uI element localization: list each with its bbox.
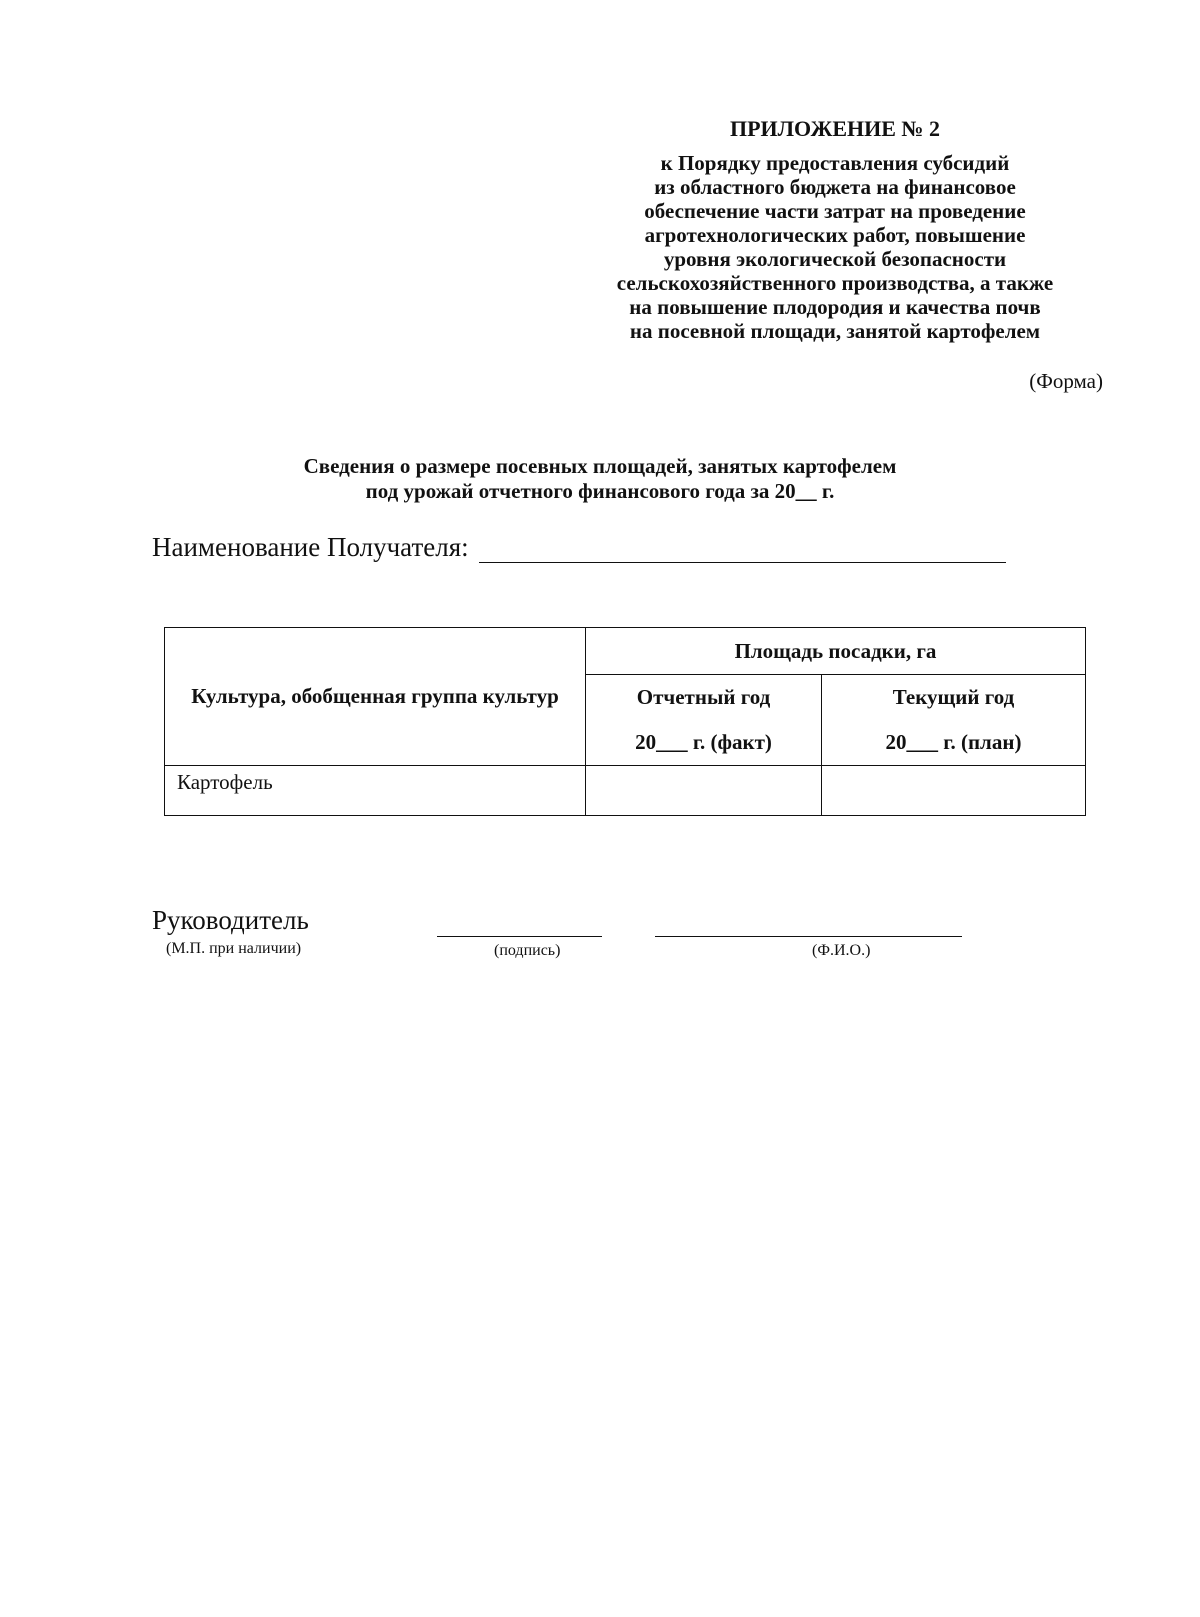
signature-note: (подпись) bbox=[494, 942, 561, 959]
full-name-line[interactable] bbox=[655, 935, 962, 937]
reporting-area-cell[interactable] bbox=[586, 766, 822, 816]
appendix-line: сельскохозяйственного производства, а также bbox=[616, 271, 1054, 295]
document-heading bbox=[220, 454, 980, 504]
current-year-header bbox=[822, 675, 1086, 766]
stamp-note: (М.П. при наличии) bbox=[166, 940, 302, 957]
appendix-line: уровня экологической безопасности bbox=[663, 247, 1007, 271]
full-name-note: (Ф.И.О.) bbox=[812, 942, 871, 959]
appendix-line: на повышение плодородия и качества почв bbox=[629, 295, 1041, 319]
table-row bbox=[165, 766, 1086, 816]
appendix-line: из областного бюджета на финансовое bbox=[654, 175, 1016, 199]
appendix-line: агротехнологических работ, повышение bbox=[644, 223, 1026, 247]
signature-title: Руководитель bbox=[152, 905, 309, 935]
crop-column-header: Культура, обобщенная группа культур bbox=[165, 628, 586, 766]
current-year-value: 20___ г. (план) bbox=[885, 730, 1022, 754]
appendix-line: к Порядку предоставления субсидий bbox=[660, 151, 1010, 175]
current-area-cell[interactable] bbox=[822, 766, 1086, 816]
appendix-line: обеспечение части затрат на проведение bbox=[644, 199, 1026, 223]
signature-line[interactable] bbox=[437, 935, 602, 937]
reporting-year-title: Отчетный год bbox=[636, 685, 771, 709]
recipient-row bbox=[152, 532, 1006, 563]
heading-line-2: под урожай отчетного финансового года за 20__ г. bbox=[365, 479, 835, 503]
recipient-label: Наименование Получателя: bbox=[152, 532, 469, 562]
area-column-header: Площадь посадки, га bbox=[586, 628, 1086, 675]
reporting-year-value: 20___ г. (факт) bbox=[635, 730, 772, 754]
appendix-description bbox=[570, 151, 1100, 343]
appendix-line: на посевной площади, занятой картофелем bbox=[629, 319, 1041, 343]
crop-cell: Картофель bbox=[165, 766, 586, 816]
current-year-title: Текущий год bbox=[892, 685, 1015, 709]
appendix-title: ПРИЛОЖЕНИЕ № 2 bbox=[729, 116, 941, 141]
crop-area-table bbox=[164, 627, 1086, 816]
reporting-year-header bbox=[586, 675, 822, 766]
recipient-name-field[interactable] bbox=[479, 534, 1006, 563]
heading-line-1: Сведения о размере посевных площадей, занятых картофелем bbox=[303, 454, 897, 478]
form-label: (Форма) bbox=[1029, 369, 1103, 393]
